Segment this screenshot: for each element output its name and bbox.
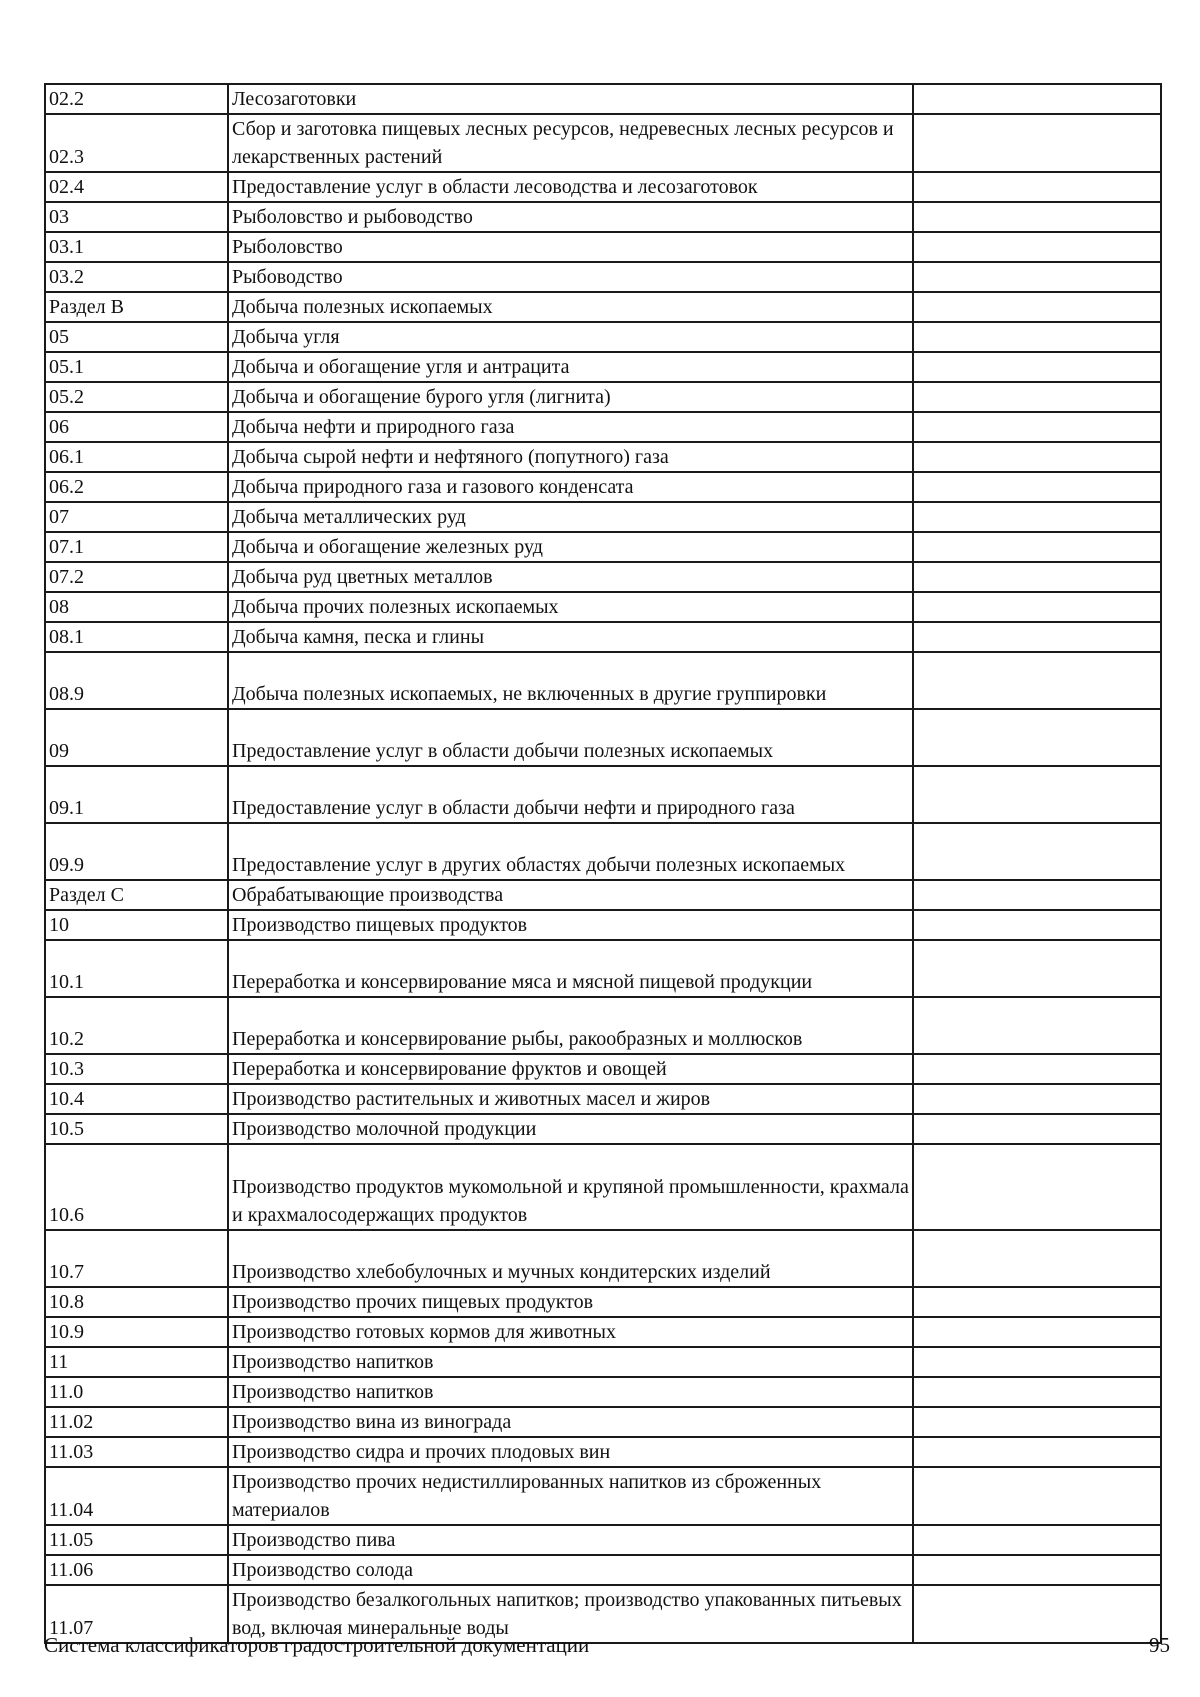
row-empty-cell [913,823,1161,880]
row-code-cell: 05.2 [45,382,228,412]
row-name-cell: Добыча и обогащение железных руд [228,532,913,562]
row-empty-cell [913,1437,1161,1467]
row-name-cell: Добыча угля [228,322,913,352]
row-empty-cell [913,1585,1161,1643]
row-empty-cell [913,1287,1161,1317]
row-code-cell: 06.1 [45,442,228,472]
row-code-cell: Раздел B [45,292,228,322]
row-name-cell: Производство продуктов мукомольной и крупяной промышленности, крахмала и крахмалосодержащих продуктов [228,1144,913,1230]
table-row [45,1287,1161,1317]
classifier-table [44,83,1162,1644]
row-empty-cell [913,1347,1161,1377]
row-code-cell: 08.1 [45,622,228,652]
table-row [45,1230,1161,1287]
row-code-cell: 09 [45,709,228,766]
row-code-cell: 10.5 [45,1114,228,1144]
row-code-cell: 03 [45,202,228,232]
row-name-cell: Добыча нефти и природного газа [228,412,913,442]
row-empty-cell [913,322,1161,352]
table-row [45,823,1161,880]
table-row [45,1144,1161,1230]
row-code-cell: 11.05 [45,1525,228,1555]
table-row [45,232,1161,262]
table-row [45,1437,1161,1467]
table-row [45,202,1161,232]
row-empty-cell [913,202,1161,232]
table-row [45,1377,1161,1407]
table-row [45,84,1161,114]
row-code-cell: 10.7 [45,1230,228,1287]
row-empty-cell [913,940,1161,997]
row-empty-cell [913,262,1161,292]
row-empty-cell [913,172,1161,202]
row-name-cell: Предоставление услуг в области добычи нефти и природного газа [228,766,913,823]
row-empty-cell [913,1377,1161,1407]
row-name-cell: Производство прочих пищевых продуктов [228,1287,913,1317]
row-code-cell: 02.2 [45,84,228,114]
row-empty-cell [913,766,1161,823]
row-name-cell: Производство пищевых продуктов [228,910,913,940]
table-row [45,322,1161,352]
row-code-cell: 10.3 [45,1054,228,1084]
page-number: 95 [1149,1633,1170,1657]
row-code-cell: 11.06 [45,1555,228,1585]
table-row [45,562,1161,592]
table-row [45,1054,1161,1084]
row-empty-cell [913,1407,1161,1437]
row-name-cell: Производство напитков [228,1377,913,1407]
table-row [45,880,1161,910]
row-name-cell: Производство прочих недистиллированных напитков из сброженных материалов [228,1467,913,1525]
table-row [45,1525,1161,1555]
row-code-cell: 11.02 [45,1407,228,1437]
row-code-cell: 07.2 [45,562,228,592]
row-code-cell: 03.2 [45,262,228,292]
row-empty-cell [913,352,1161,382]
row-name-cell: Производство вина из винограда [228,1407,913,1437]
table-row [45,622,1161,652]
row-name-cell: Рыболовство и рыбоводство [228,202,913,232]
row-name-cell: Рыбоводство [228,262,913,292]
table-row [45,940,1161,997]
table-row [45,532,1161,562]
row-code-cell: 10 [45,910,228,940]
row-empty-cell [913,562,1161,592]
row-code-cell: 07.1 [45,532,228,562]
row-name-cell: Добыча камня, песка и глины [228,622,913,652]
table-row [45,382,1161,412]
row-name-cell: Лесозаготовки [228,84,913,114]
row-empty-cell [913,622,1161,652]
row-empty-cell [913,1317,1161,1347]
row-name-cell: Рыболовство [228,232,913,262]
row-empty-cell [913,502,1161,532]
table-row [45,262,1161,292]
row-name-cell: Сбор и заготовка пищевых лесных ресурсов, недревесных лесных ресурсов и лекарственных растений [228,114,913,172]
row-empty-cell [913,652,1161,709]
row-empty-cell [913,292,1161,322]
row-code-cell: 09.9 [45,823,228,880]
table-row [45,910,1161,940]
row-code-cell: 06 [45,412,228,442]
row-empty-cell [913,1084,1161,1114]
row-name-cell: Производство пива [228,1525,913,1555]
table-row [45,1317,1161,1347]
row-empty-cell [913,442,1161,472]
row-code-cell: 10.8 [45,1287,228,1317]
row-empty-cell [913,472,1161,502]
table-row [45,709,1161,766]
row-empty-cell [913,910,1161,940]
row-name-cell: Добыча металлических руд [228,502,913,532]
table-row [45,1407,1161,1437]
row-name-cell: Производство напитков [228,1347,913,1377]
table-row [45,766,1161,823]
table-row [45,1084,1161,1114]
table-row [45,412,1161,442]
row-code-cell: 11.07 [45,1585,228,1643]
row-code-cell: 06.2 [45,472,228,502]
table-row [45,652,1161,709]
row-name-cell: Добыча и обогащение угля и антрацита [228,352,913,382]
row-code-cell: 10.2 [45,997,228,1054]
row-name-cell: Производство готовых кормов для животных [228,1317,913,1347]
footer-title: Система классификаторов градостроительной документации [44,1633,590,1657]
row-empty-cell [913,1555,1161,1585]
row-empty-cell [913,709,1161,766]
row-name-cell: Переработка и консервирование фруктов и овощей [228,1054,913,1084]
row-name-cell: Предоставление услуг в области лесоводства и лесозаготовок [228,172,913,202]
table-row [45,172,1161,202]
row-empty-cell [913,997,1161,1054]
row-code-cell: 09.1 [45,766,228,823]
row-code-cell: 10.6 [45,1144,228,1230]
table-row [45,502,1161,532]
table-row [45,997,1161,1054]
row-name-cell: Добыча полезных ископаемых, не включенных в другие группировки [228,652,913,709]
row-empty-cell [913,1054,1161,1084]
table-row [45,592,1161,622]
row-empty-cell [913,592,1161,622]
row-empty-cell [913,1525,1161,1555]
row-name-cell: Производство сидра и прочих плодовых вин [228,1437,913,1467]
table-row [45,1114,1161,1144]
row-name-cell: Переработка и консервирование рыбы, ракообразных и моллюсков [228,997,913,1054]
row-name-cell: Добыча полезных ископаемых [228,292,913,322]
table-row [45,472,1161,502]
row-code-cell: 11.0 [45,1377,228,1407]
row-code-cell: 07 [45,502,228,532]
row-code-cell: Раздел C [45,880,228,910]
row-name-cell: Производство безалкогольных напитков; производство упакованных питьевых вод, включая минеральные воды [228,1585,913,1643]
row-name-cell: Добыча природного газа и газового конденсата [228,472,913,502]
table-row [45,1347,1161,1377]
row-name-cell: Производство растительных и животных масел и жиров [228,1084,913,1114]
row-code-cell: 11 [45,1347,228,1377]
row-code-cell: 05.1 [45,352,228,382]
row-code-cell: 11.03 [45,1437,228,1467]
row-empty-cell [913,1230,1161,1287]
row-name-cell: Добыча сырой нефти и нефтяного (попутного) газа [228,442,913,472]
row-code-cell: 11.04 [45,1467,228,1525]
row-code-cell: 05 [45,322,228,352]
row-code-cell: 08 [45,592,228,622]
row-name-cell: Производство хлебобулочных и мучных кондитерских изделий [228,1230,913,1287]
row-empty-cell [913,114,1161,172]
row-empty-cell [913,880,1161,910]
row-name-cell: Обрабатывающие производства [228,880,913,910]
row-empty-cell [913,84,1161,114]
row-empty-cell [913,1144,1161,1230]
row-empty-cell [913,1114,1161,1144]
row-name-cell: Добыча руд цветных металлов [228,562,913,592]
row-code-cell: 10.1 [45,940,228,997]
classifier-table-body [45,84,1161,1643]
row-code-cell: 10.9 [45,1317,228,1347]
row-empty-cell [913,412,1161,442]
row-name-cell: Производство молочной продукции [228,1114,913,1144]
table-row [45,442,1161,472]
row-code-cell: 10.4 [45,1084,228,1114]
table-row [45,292,1161,322]
table-row [45,114,1161,172]
row-code-cell: 08.9 [45,652,228,709]
row-empty-cell [913,232,1161,262]
row-name-cell: Предоставление услуг в других областях добычи полезных ископаемых [228,823,913,880]
table-row [45,1467,1161,1525]
row-code-cell: 02.3 [45,114,228,172]
row-code-cell: 02.4 [45,172,228,202]
table-row [45,1555,1161,1585]
row-empty-cell [913,1467,1161,1525]
row-code-cell: 03.1 [45,232,228,262]
row-empty-cell [913,532,1161,562]
row-name-cell: Предоставление услуг в области добычи полезных ископаемых [228,709,913,766]
row-empty-cell [913,382,1161,412]
row-name-cell: Добыча прочих полезных ископаемых [228,592,913,622]
table-row [45,352,1161,382]
row-name-cell: Переработка и консервирование мяса и мясной пищевой продукции [228,940,913,997]
row-name-cell: Производство солода [228,1555,913,1585]
row-name-cell: Добыча и обогащение бурого угля (лигнита) [228,382,913,412]
